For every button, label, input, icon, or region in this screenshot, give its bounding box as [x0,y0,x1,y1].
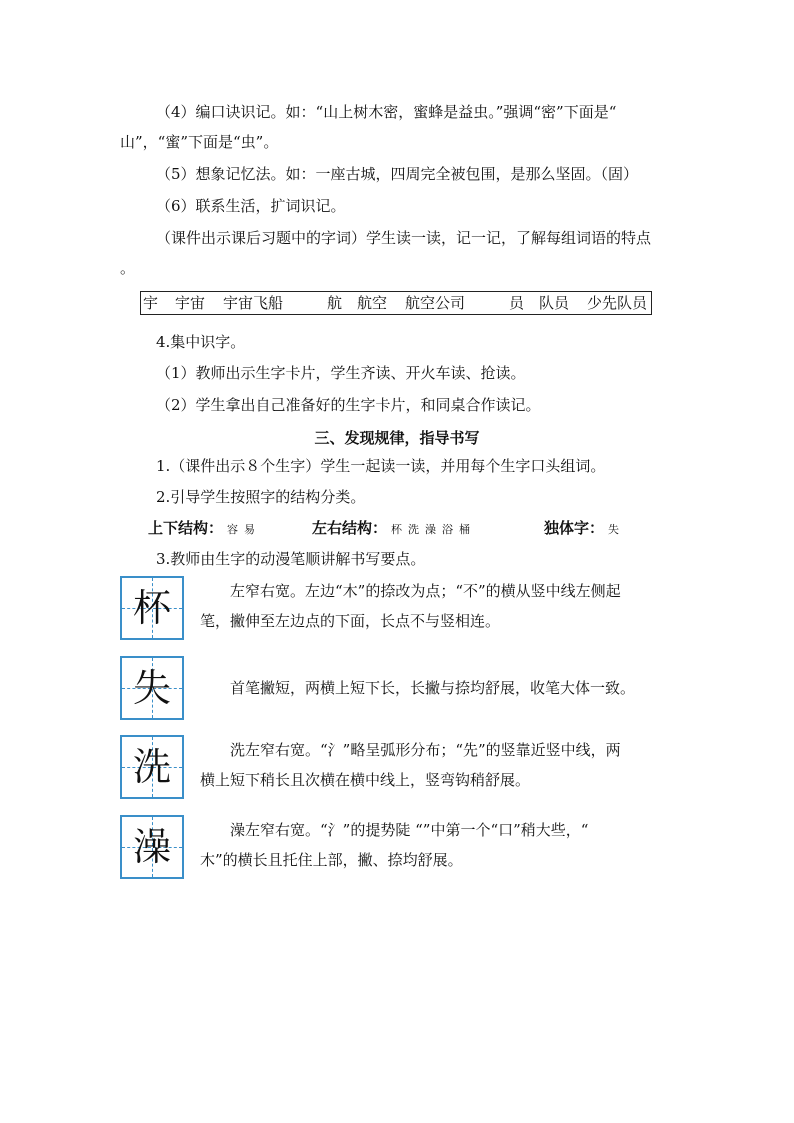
paragraph-4-line2: 山”，“蜜”下面是“虫”。 [120,133,279,151]
card-description-line1: 首笔撇短，两横上短下长，长撇与捺均舒展，收笔大体一致。 [230,679,636,697]
structure-single [544,518,625,540]
section-4-item-1: （1）教师出示生字卡片，学生齐读、开火车读、抢读。 [156,364,526,382]
section-4-item-2: （2）学生拿出自己准备好的生字卡片，和同桌合作读记。 [156,396,541,414]
structure-label: 上下结构： [148,519,224,537]
vocab-word: 航空 [357,294,388,312]
card-character: 杯 [132,586,171,630]
card-character: 洗 [132,745,171,789]
structure-chars: 杯洗澡浴桶 [391,523,477,536]
vocab-word: 航空公司 [405,294,466,312]
structure-chars: 失 [608,523,626,536]
card-description-line2: 木”的横长且托住上部，撇、捺均舒展。 [200,851,463,869]
structure-chars: 容易 [227,523,262,536]
card-description-line1: 澡左窄右宽。“氵”的提势陡 “”中第一个“口”稍大些，“ [230,821,589,839]
vocab-word: 航 [327,294,343,312]
character-card [120,576,184,640]
paragraph-7-line1: （课件出示课后习题中的字词）学生读一读，记一记，了解每组词语的特点 [156,229,652,247]
character-card [120,815,184,879]
card-description-line1: 洗左窄右宽。“氵”略呈弧形分布；“先”的竖靠近竖中线，两 [230,741,621,759]
vocab-table [140,291,652,315]
section-4-title: 4.集中识字。 [156,333,246,351]
structure-left-right [312,518,476,540]
paragraph-4-line1: （4）编口诀识记。如：“山上树木密，蜜蜂是益虫。”强调“密”下面是“ [156,103,617,121]
paragraph-5: （5）想象记忆法。如：一座古城，四周完全被包围，是那么坚固。（固） [156,165,639,183]
card-description-line2: 横上短下稍长且次横在横中线上，竖弯钩稍舒展。 [200,771,531,789]
vocab-word: 少先队员 [587,294,648,312]
step-2: 2.引导学生按照字的结构分类。 [156,488,366,506]
character-card [120,735,184,799]
paragraph-6: （6）联系生活，扩词识记。 [156,197,346,215]
vocab-word: 队员 [539,294,570,312]
card-character: 失 [132,666,171,710]
card-description-line1: 左窄右宽。左边“木”的捺改为点；“不”的横从竖中线左侧起 [230,582,621,600]
structure-label: 左右结构： [312,519,388,537]
section-heading: 三、发现规律，指导书写 [314,429,480,447]
structure-label: 独体字： [544,519,605,537]
vocab-word: 宇宙飞船 [223,294,284,312]
character-card [120,656,184,720]
vocab-word: 宇宙 [175,294,206,312]
paragraph-7-line2: 。 [120,259,136,277]
vocab-word: 员 [509,294,525,312]
step-3: 3.教师由生字的动漫笔顺讲解书写要点。 [156,550,426,568]
vocab-word: 宇 [143,294,159,312]
card-character: 澡 [132,825,171,869]
structure-top-bottom [148,518,261,540]
step-1: 1.（课件出示８个生字）学生一起读一读，并用每个生字口头组词。 [156,457,606,475]
card-description-line2: 笔，撇伸至左边点的下面，长点不与竖相连。 [200,612,501,630]
